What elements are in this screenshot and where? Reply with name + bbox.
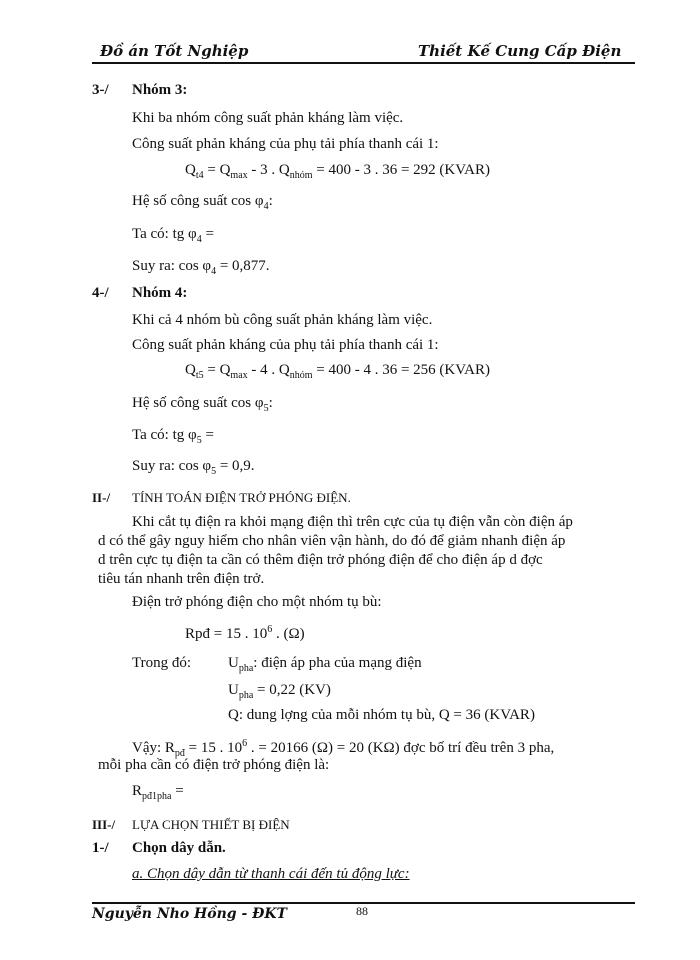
sec2-para-line1: Khi cắt tụ điện ra khỏi mạng điện thì trên cực của tụ điện vẫn còn điện áp xyxy=(132,514,573,530)
g3-line3: Hệ số công suất $\cos \varphi_4$: xyxy=(132,193,273,212)
sec2-para-line2: d có thể gây nguy hiểm cho nhân viên vận hành, do đó để giảm nhanh điện áp xyxy=(98,533,566,549)
rpd-formula: Rpđ = 15 . $10^6$ . (Ω) xyxy=(185,624,305,642)
sec2-number: II-/ xyxy=(92,490,111,505)
header-right: Thiết Kế Cung Cấp Điện xyxy=(418,42,622,60)
sec3-sub1-title: Chọn dây dẫn. xyxy=(132,840,226,856)
vay-result: Vậy: $R_{pđ} = 15$ . $10^6$ . = 20166 (Ω) = 20 (KΩ) đợc bố trí đều trên 3 pha, xyxy=(132,738,555,759)
sec3-title: LỰA CHỌN THIẾT BỊ ĐIỆN xyxy=(132,817,290,832)
sec3-sub1-number: 1-/ xyxy=(92,840,109,856)
sec2-title: TÍNH TOÁN ĐIỆN TRỞ PHÓNG ĐIỆN. xyxy=(132,490,351,505)
g4-line3: Hệ số công suất $\cos \varphi_5$: xyxy=(132,395,273,414)
g3-title: Nhóm 3: xyxy=(132,82,188,98)
g3-line1: Khi ba nhóm công suất phản kháng làm việc. xyxy=(132,110,404,126)
g3-line4: Ta có: tg $\varphi_4$ = xyxy=(132,226,214,245)
g3-line2: Công suất phản kháng của phụ tải phía thanh cái 1: xyxy=(132,136,439,152)
g4-line1: Khi cả 4 nhóm bù công suất phản kháng làm việc. xyxy=(132,312,433,328)
g4-title: Nhóm 4: xyxy=(132,285,188,301)
sec3-number: III-/ xyxy=(92,817,116,832)
g3-line5: Suy ra: $\cos \varphi_4 = 0,877$. xyxy=(132,258,270,277)
g4-line2: Công suất phản kháng của phụ tải phía thanh cái 1: xyxy=(132,337,439,353)
upha-value: $U_{pha} = 0,22$ (KV) xyxy=(228,682,331,701)
g3-number: 3-/ xyxy=(92,82,109,98)
q-definition: Q: dung lợng của mỗi nhóm tụ bù, Q = 36 (KVAR) xyxy=(228,707,535,723)
upha-definition: $U_{pha}$: điện áp pha của mạng điện xyxy=(228,655,422,674)
page-number: 88 xyxy=(356,904,368,918)
sec2-para-line3: d trên cực tụ điện ta cần có thêm điện trở phóng điện để cho điện áp d đợc xyxy=(98,552,543,568)
sec2-para-line4: tiêu tán nhanh trên điện trở. xyxy=(98,571,265,587)
g3-equation: $Q_{t4} = Q_{max} - 3$ . $Q_{nhóm} = 400 - 3$ . 36 = 292 (KVAR) xyxy=(185,162,490,181)
g4-number: 4-/ xyxy=(92,285,109,301)
rpd1pha-formula: $R_{pđ1pha}$ = xyxy=(132,783,184,802)
header-rule xyxy=(92,62,635,64)
g4-line5: Suy ra: $\cos \varphi_5 = 0,9$. xyxy=(132,458,255,477)
g4-equation: $Q_{t5} = Q_{max} - 4$ . $Q_{nhóm} = 400 - 4$ . 36 = 256 (KVAR) xyxy=(185,362,490,381)
sec2-para-line5: Điện trở phóng điện cho một nhóm tụ bù: xyxy=(132,594,382,610)
header-left: Đồ án Tốt Nghiệp xyxy=(100,42,249,60)
footer-author: Nguyễn Nho Hồng - ĐKT xyxy=(92,906,287,922)
g4-line4: Ta có: tg $\varphi_5$ = xyxy=(132,427,214,446)
sec3-sub1-a: a. Chọn dây dẫn từ thanh cái đến tủ động lực: xyxy=(132,866,410,882)
trong-do-label: Trong đó: xyxy=(132,655,192,671)
vay-result-line2: mỗi pha cần có điện trở phóng điện là: xyxy=(98,757,330,773)
